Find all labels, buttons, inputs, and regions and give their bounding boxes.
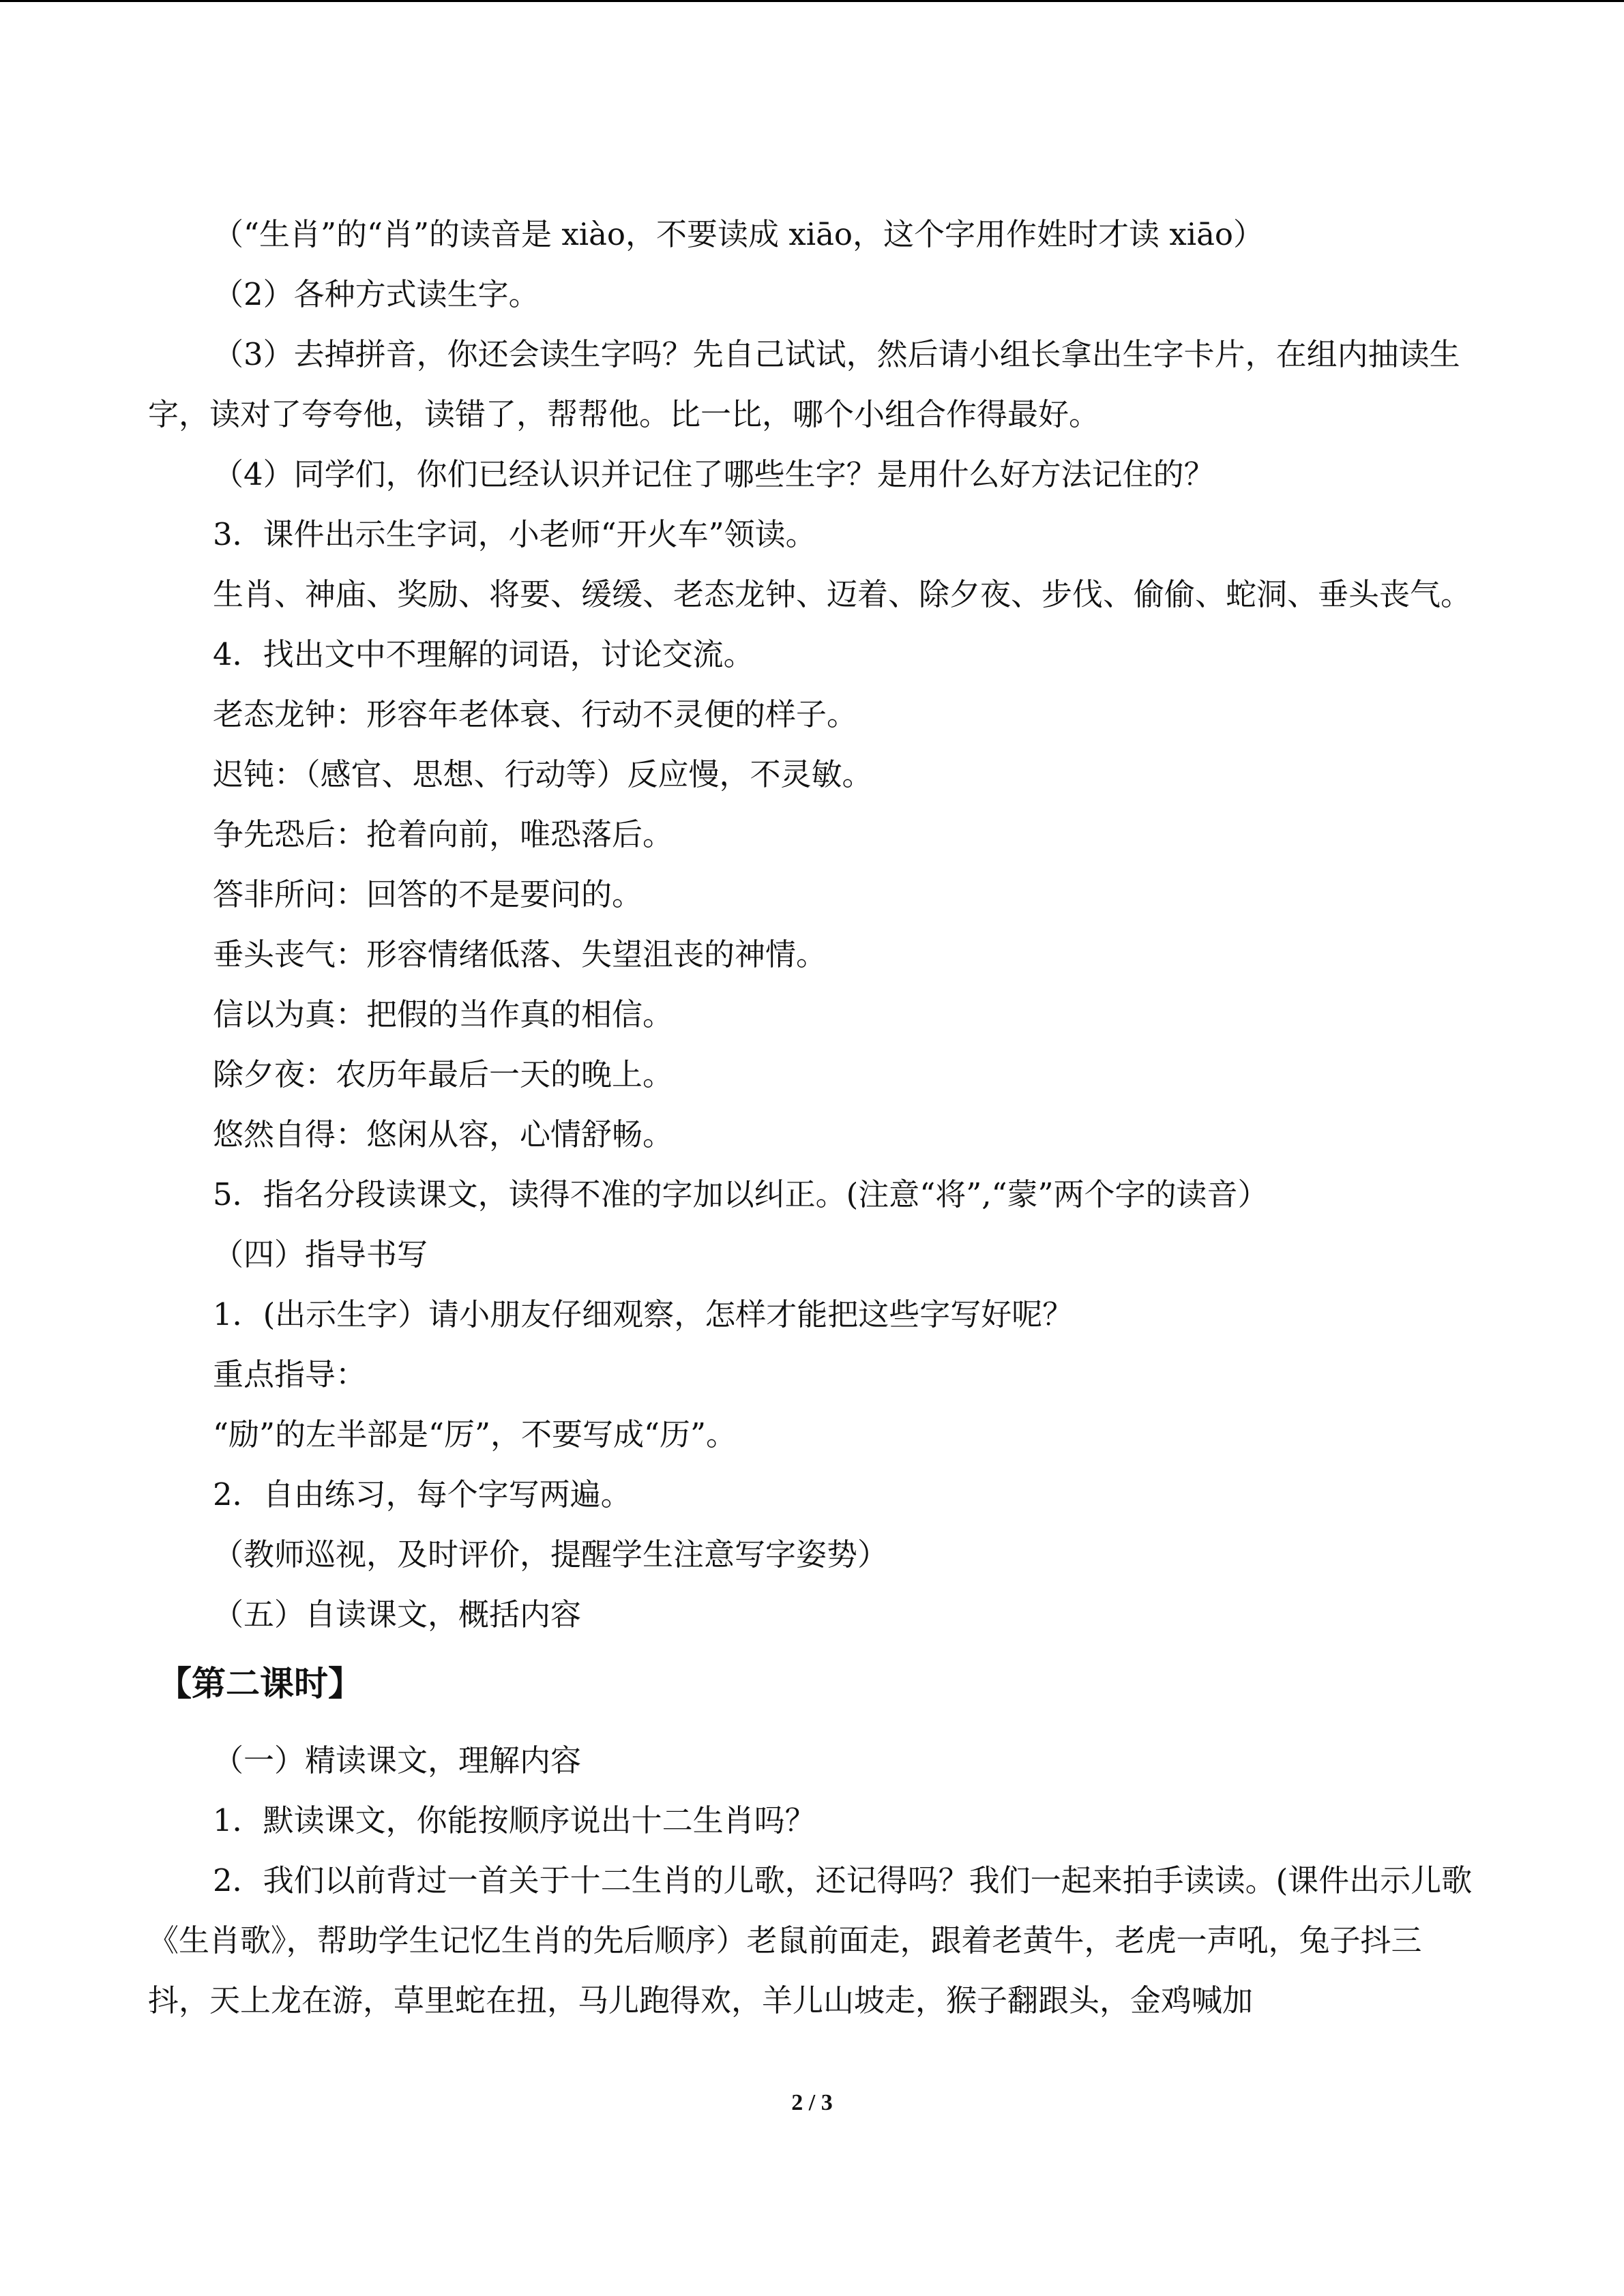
- definition: 争先恐后：抢着向前，唯恐落后。: [213, 816, 674, 852]
- paragraph: （3）去掉拼音，你还会读生字吗？先自己试试，然后请小组长拿出生字卡片，在组内抽读生字，读对了夸夸他，读错了，帮帮他。比一比，哪个小组合作得最好。: [148, 336, 1460, 432]
- paragraph: （“生肖”的“肖”的读音是 xiào，不要读成 xiāo，这个字用作姓时才读 xiāo）: [213, 216, 1265, 252]
- paragraph: 5．指名分段读课文，读得不准的字加以纠正。(注意“将”,“蒙”两个字的读音）: [213, 1176, 1269, 1212]
- section-heading: 【第二课时】: [158, 1664, 362, 1703]
- paragraph: 3．课件出示生字词，小老师“开火车”领读。: [213, 516, 816, 552]
- definition: 悠然自得：悠闲从容，心情舒畅。: [213, 1116, 674, 1152]
- paragraph: （4）同学们，你们已经认识并记住了哪些生字？是用什么好方法记住的？: [213, 456, 1215, 492]
- document-body: [148, 205, 1475, 2031]
- paragraph: 1．(出示生字）请小朋友仔细观察，怎样才能把这些字写好呢？: [213, 1296, 1074, 1332]
- definition: 信以为真：把假的当作真的相信。: [213, 996, 674, 1032]
- definition: 除夕夜：农历年最后一天的晚上。: [213, 1056, 674, 1092]
- paragraph: 2．我们以前背过一首关于十二生肖的儿歌，还记得吗？我们一起来拍手读读。(课件出示儿歌《生肖歌》，帮助学生记忆生肖的先后顺序）老鼠前面走，跟着老黄牛，老虎一声吼，兔子抖三抖，天上龙在游，草里蛇在扭，马儿跑得欢，羊儿山坡走，猴子翻跟头，金鸡喊加: [148, 1862, 1473, 2018]
- paragraph: 生肖、神庙、奖励、将要、缓缓、老态龙钟、迈着、除夕夜、步伐、偷偷、蛇洞、垂头丧气。: [213, 576, 1472, 612]
- page-number: 2 / 3: [791, 2090, 833, 2115]
- top-border-line: [0, 0, 1624, 2]
- definition: 垂头丧气：形容情绪低落、失望沮丧的神情。: [213, 936, 827, 972]
- definition: 答非所问：回答的不是要问的。: [213, 876, 643, 912]
- definition: 迟钝：（感官、思想、行动等）反应慢，不灵敏。: [213, 756, 873, 792]
- paragraph: 4．找出文中不理解的词语，讨论交流。: [213, 636, 754, 672]
- paragraph: “励”的左半部是“厉”，不要写成“历”。: [213, 1416, 737, 1452]
- paragraph: （2）各种方式读生字。: [213, 276, 540, 312]
- definition: 老态龙钟：形容年老体衰、行动不灵便的样子。: [213, 696, 858, 732]
- paragraph: 1．默读课文，你能按顺序说出十二生肖吗？: [213, 1802, 816, 1838]
- paragraph: 2．自由练习，每个字写两遍。: [213, 1476, 632, 1512]
- subsection-title: （一）精读课文，理解内容: [213, 1742, 582, 1778]
- subsection-title: （四）指导书写: [213, 1236, 428, 1272]
- paragraph: 重点指导：: [213, 1356, 367, 1392]
- subsection-title: （五）自读课文，概括内容: [213, 1596, 582, 1632]
- paragraph: （教师巡视，及时评价，提醒学生注意写字姿势）: [213, 1536, 889, 1572]
